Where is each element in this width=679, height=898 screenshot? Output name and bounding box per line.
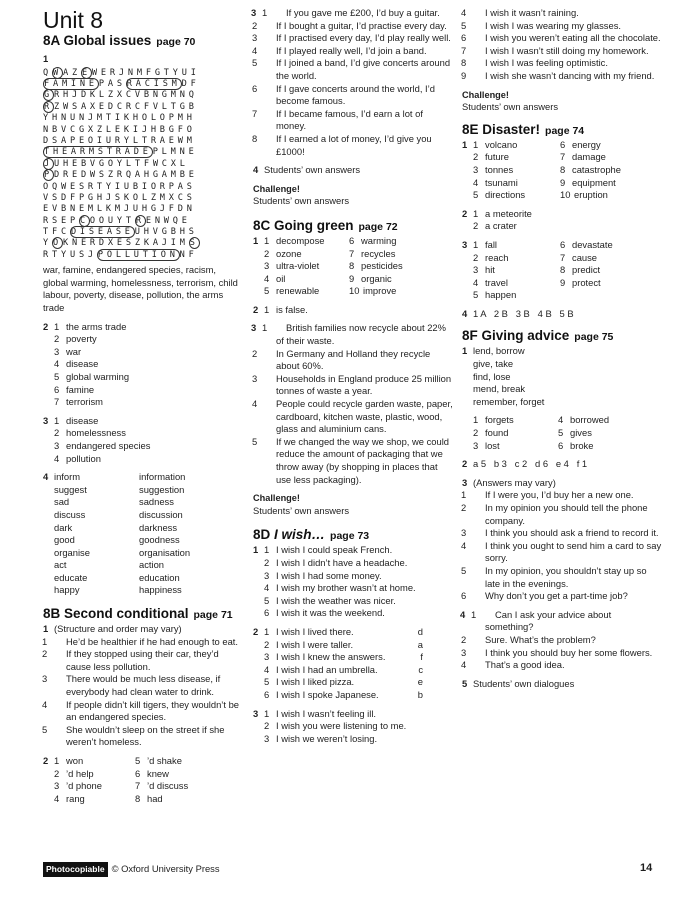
- section-8e-heading: 8E Disaster! page 74: [462, 121, 585, 137]
- wordsearch-row: FAMINEPASRACISMDF: [44, 78, 200, 89]
- wordsearch-row: RTYUSJPOLLUTIONNF: [43, 249, 198, 260]
- wordsearch-row: JUHEBVGOYLTFWCXL: [44, 158, 189, 169]
- wordsearch-row: RSEPCOOUYTRENWQE: [43, 215, 191, 226]
- wordsearch-row: TFCDISEASEUHVGBHS: [43, 227, 198, 238]
- section-8f-heading: 8F Giving advice page 75: [462, 328, 614, 344]
- wordsearch-words: war, famine, endangered species, racism, global warming, homelessness, terrorism, child labour, poverty, disease, pollution, the arms trade: [43, 264, 238, 314]
- wordsearch-row: NBVCGXZLEKIJHBGFO: [43, 124, 196, 135]
- section-8b-heading: 8B Second conditional page 71: [43, 606, 233, 622]
- wordsearch-row: QWAZEWERJNMFGTYUI: [43, 67, 200, 78]
- footer: [43, 862, 220, 877]
- wordsearch-row: RZWSAXEDCRCFVLTGB: [44, 101, 198, 112]
- section-8a-heading: 8A Global issues page 70: [43, 33, 196, 48]
- wordsearch-row: YOKNERDXESZKAJIMS: [43, 238, 199, 249]
- section-8c-heading: 8C Going green page 72: [253, 217, 398, 233]
- wordsearch-row: PDREDWSZRQAHGAMBE: [44, 170, 198, 181]
- page-number: 14: [640, 862, 653, 874]
- column-1: Unit 8 8A Global issues page 70 1 QWAZEWERJNMFGTYUI FAMINEPASRACISMDF GRHJDKLZXCVBNGMNQ RZWSAXEDCRCFVLTGB YHNUNJMTIKHOLOPMH NBVCGXZLEKIJHBGFO DSAPEOIURYLTRAEWM THEARMSTRADEPLMNE JUHEBVGOYLTFWCXL PDREDWSZRQAHGAMBE OQWESRTYIUBIORPAS VSDFPGHJSKOLZMXCS EVBNEMLKMJUHGJFDN RSEPCOOUYTRENWQE TFCDISEASEUHVGBHS YOKNERDXESZKAJIMS RTYUSJPOLLUTIONNF war, famine, endangered species, racism, global warming, homelessness, terrorism, child labour, poverty, disease, pollution, the arms trade 2 1 the arms trade 2 poverty 3 war 4 disease 5 global warming 6 famine 7 terrorism 3 1 disease 2 homelessness 3 endangered species 4 pollution 4 inform information suggest suggestion sad sadness discuss discussion dark darkness good goodness organise organisation act action educate education happy happiness 8B Second conditional page 71 1 (Structure and order may vary) 1 He’d be healthier if he had enough to eat. 2 If they stopped using their car, they’d cause less pollution. 3 There would be much less disease, if everybody had clean water to drink. 4 If people didn’t kill tigers, they wouldn’t be an endangered species. 5 She wouldn’t sleep on the street if she weren’t homeless. 2 1 won 5 ’d shake 2 ’d help 6 knew 3 ’d phone 7 ’d discuss 4 rang 8 had: [43, 0, 243, 805]
- column-3: 4 I wish it wasn’t raining. 5 I wish I was wearing my glasses. 6 I wish you weren’t eating all the chocolate. 7 I wish I wasn’t still doing my homework. 8 I wish I was feeling optimistic. 9 I wish she wasn’t dancing with my friend. Challenge! Students’ own answers 8E Disaster! page 74 1 1 volcano 6 energy 2 future 7 damage 3 tonnes 8 catastrophe 4 tsunami 9 equipment 5 directions 10 eruption 2 1 a meteorite 2 a crater 3 1 fall 6 devastate 2 reach 7 cause 3 hit 8 predict 4 travel 9 protect 5 happen 4 1 A 2 B 3 B 4 B 5 B 8F Giving advice page 75 1 lend, borrow give, take find, lose mend, break remember, forget 1 forgets 4 borrowed 2 found 5 gives 3 lost 6 broke 2 a 5 b 3 c 2 d 6 e 4 f 1 3 (Answers may vary) 1 If I were you, I’d buy her a new one. 2 In my opinion you should tell the phone company. 3 I think you should ask a friend to record it. 4 I think you ought to send him a card to say sorry. 5 In my opinion, you shouldn’t stay up so late in the evenings. 6 Why don’t you get a part-time job? 4 1 Can I ask your advice about something? 2 Sure. What’s the problem? 3 I think you should buy her some flowers. 4 That’s a good idea. 5 Students’ own dialogues: [460, 7, 662, 689]
- challenge-heading: Challenge!: [253, 183, 300, 194]
- publisher: © Oxford University Press: [111, 863, 220, 874]
- challenge-heading: Challenge!: [462, 89, 509, 100]
- challenge-heading: Challenge!: [253, 493, 300, 504]
- wordsearch-row: YHNUNJMTIKHOLOPMH: [43, 113, 196, 124]
- photocopiable-badge: Photocopiable: [43, 862, 108, 877]
- exercise-number: 1: [43, 53, 49, 64]
- wordsearch-row: VSDFPGHJSKOLZMXCS: [43, 192, 196, 203]
- wordsearch-grid: [43, 68, 243, 262]
- wordsearch-row: THEARMSTRADEPLMNE: [44, 147, 198, 158]
- wordsearch-row: OQWESRTYIUBIORPAS: [43, 181, 196, 192]
- unit-title: Unit 8: [43, 7, 104, 33]
- section-8d-heading: 8D I wish… page 73: [253, 527, 370, 543]
- wordsearch-row: EVBNEMLKMJUHGJFDN: [43, 204, 196, 215]
- column-2: 3 1 If you gave me £200, I’d buy a guitar. 2 If I bought a guitar, I’d practise every day. 3 If I practised every day, I’d play really well. 4 If I played really well, I’d join a band. 5 If I joined a band, I’d give concerts around the world. 6 If I gave concerts around the world, I’d become famous. 7 If I became famous, I’d earn a lot of money. 8 If I earned a lot of money, I’d give you £1000! 4 Students’ own answers Challenge! Students’ own answers 8C Going green page 72 1 1 decompose 6 warming 2 ozone 7 recycles 3 ultra-violet 8 pesticides 4 oil 9 organic 5 renewable 10 improve 2 1 is false. 3 1 British families now recycle about 22% of their waste. 2 In Germany and Holland they recycle about 60%. 3 Households in England produce 25 million tonnes of waste a year. 4 People could recycle garden waste, paper, cardboard, kitchen waste, plastic, wood, glass and aluminium cans. 5 If we changed the way we shop, we could reduce the amount of packaging that we throw away (by shopping in places that use less packaging). Challenge! Students’ own answers 8D I wish… page 73 1 1 I wish I could speak French. 2 I wish I didn’t have a headache. 3 I wish I had some money. 4 I wish my brother wasn’t at home. 5 I wish the weather was nicer. 6 I wish it was the weekend. 2 1 I wish I lived there. d 2 I wish I were taller. a 3 I wish I knew the answers. f 4 I wish I had an umbrella. c 5 I wish I liked pizza. e 6 I wish I spoke Japanese. b 3 1 I wish I wasn’t feeling ill. 2 I wish you were listening to me. 3 I wish we weren’t losing.: [251, 7, 453, 744]
- wordsearch-row: DSAPEOIURYLTRAEWM: [43, 135, 196, 146]
- wordsearch-row: GRHJDKLZXCVBNGMNQ: [44, 90, 198, 101]
